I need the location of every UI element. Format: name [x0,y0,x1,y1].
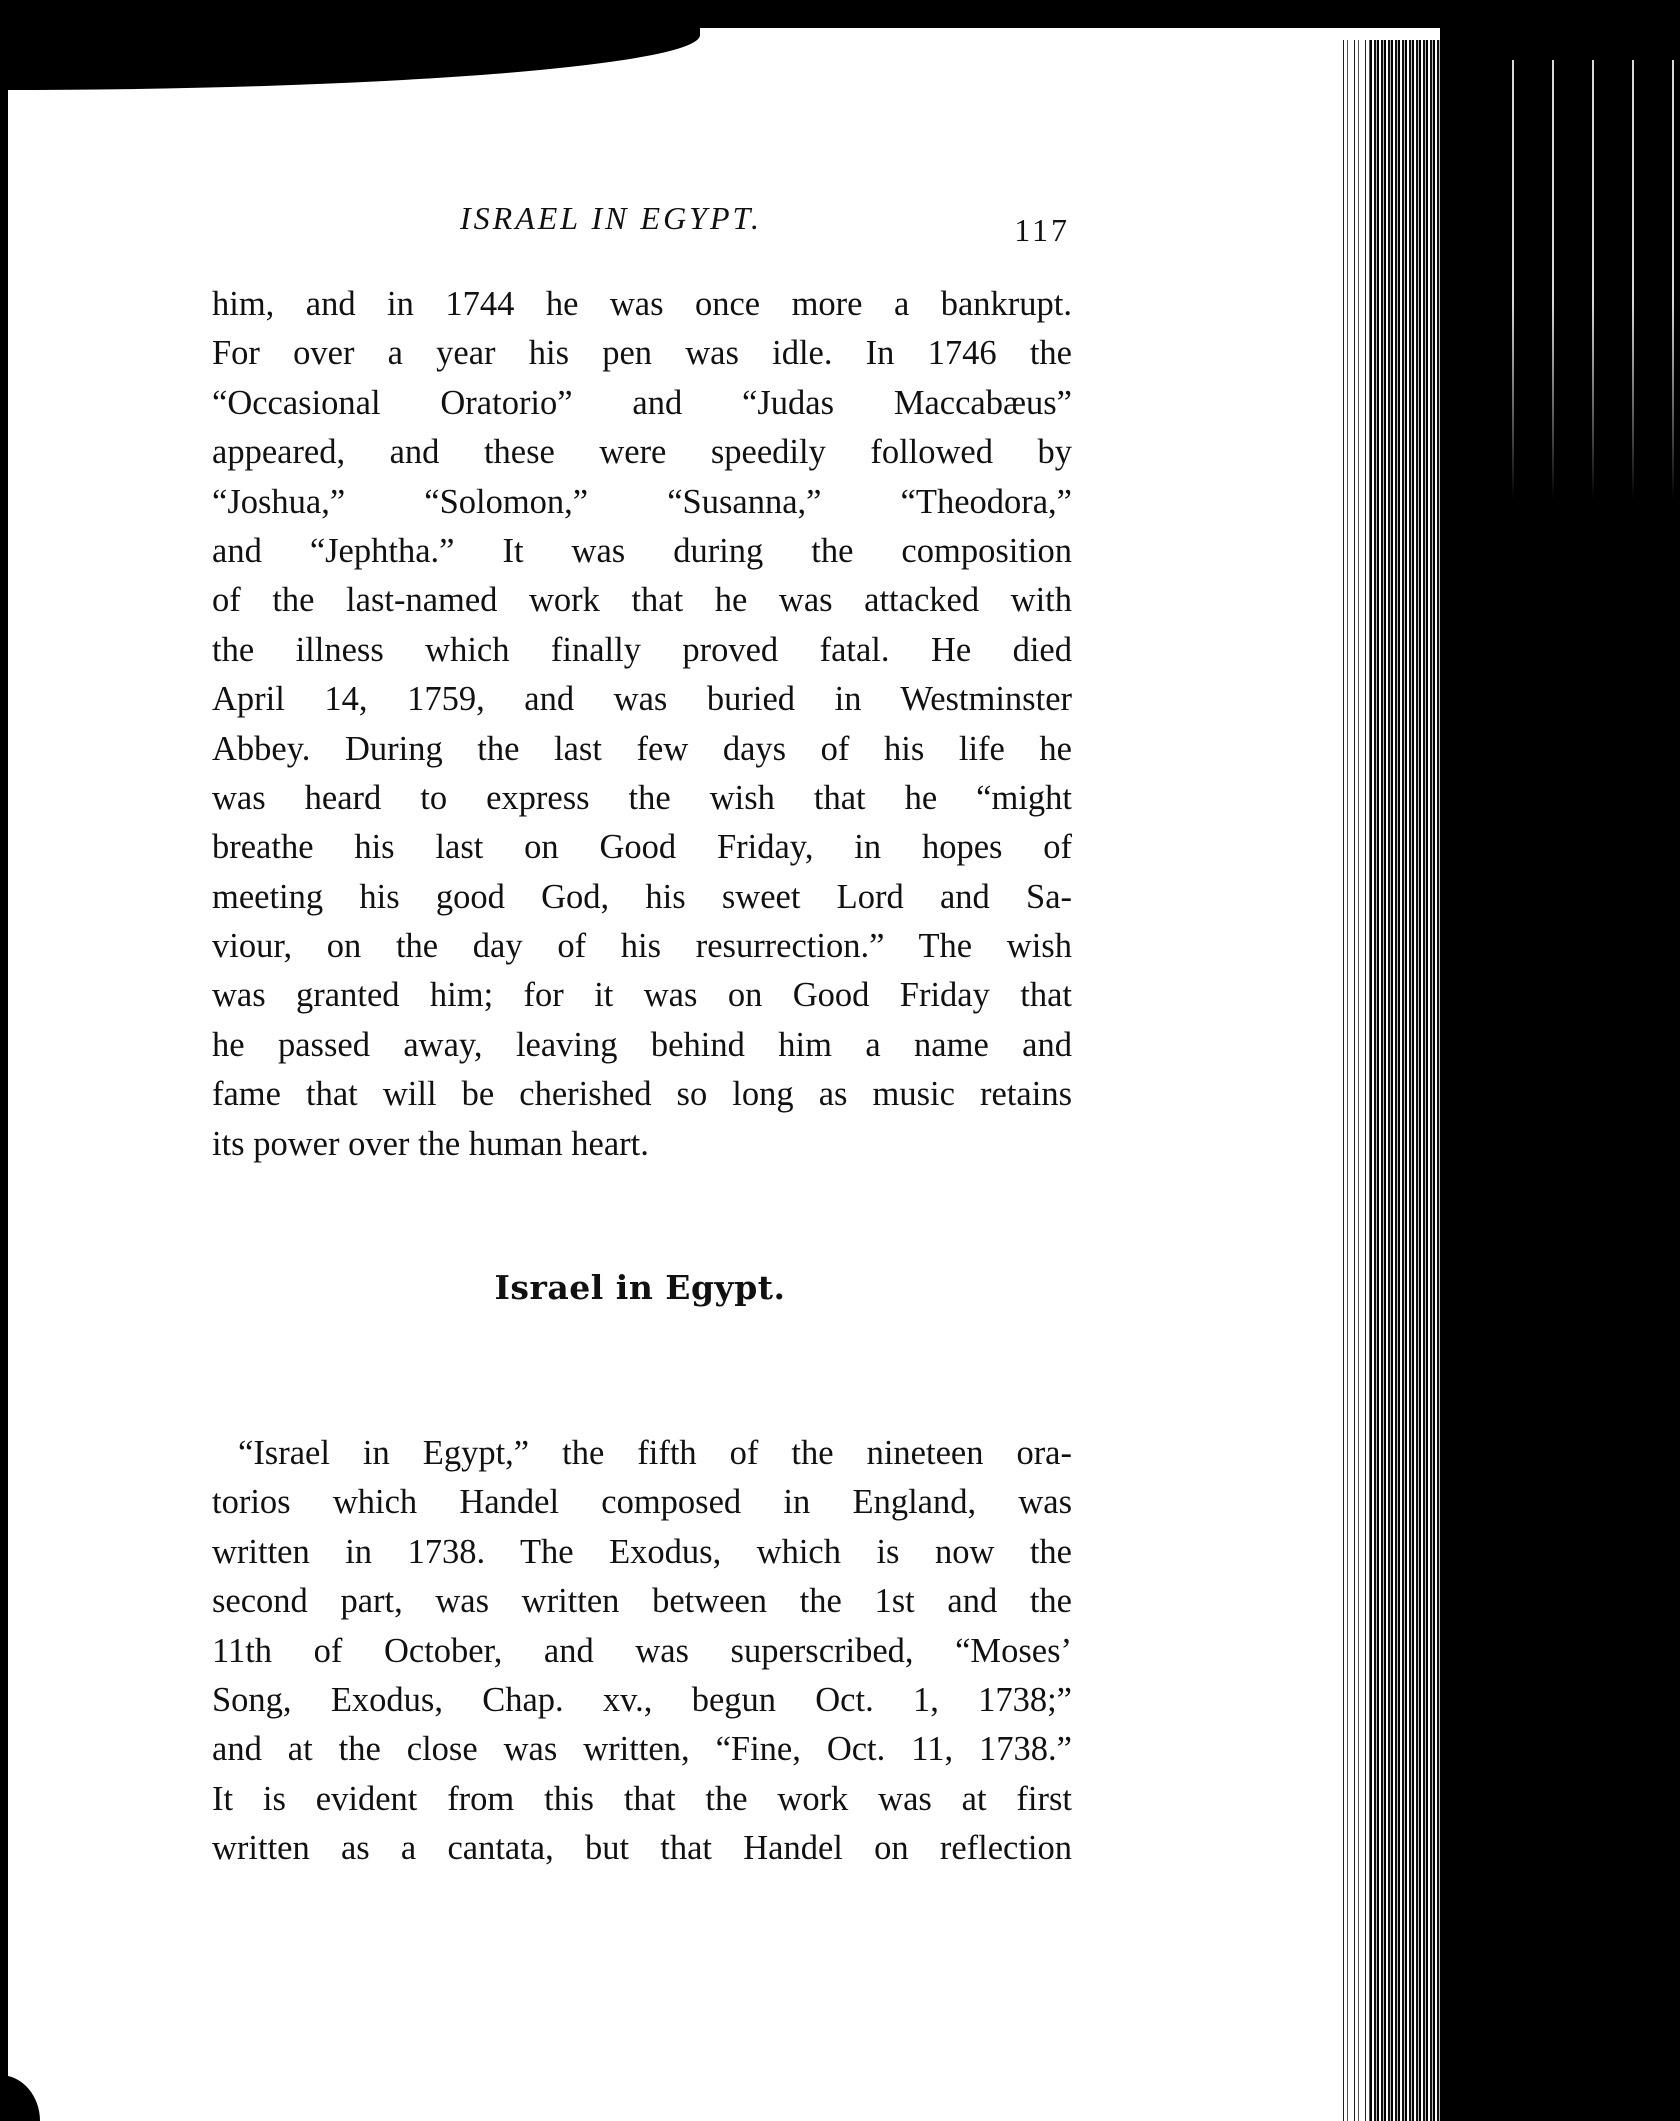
section-heading [0,1268,1070,1307]
paragraph-handel-death [212,280,1072,1169]
text-line: him, and in 1744 he was once more a bankrupt. [212,285,1072,323]
text-line: April 14, 1759, and was buried in Westminster [212,680,1072,719]
text-line: meeting his good God, his sweet Lord and Sa- [212,877,1072,916]
running-head [210,200,1070,250]
scan-bottom-corner [0,2075,40,2121]
text-line: Song, Exodus, Chap. xv., begun Oct. 1, 1738;” [212,1680,1072,1719]
text-line: “Joshua,” “Solomon,” “Susanna,” “Theodora,” [212,482,1072,521]
text-line: 11th of October, and was superscribed, “Moses’ [212,1631,1072,1670]
text-line: appeared, and these were speedily followed by [212,433,1072,472]
text-line: It is evident from this that the work was at first [212,1779,1072,1818]
text-line: “Occasional Oratorio” and “Judas Maccabæus” [212,383,1072,422]
text-line: For over a year his pen was idle. In 1746 the [212,334,1072,373]
text-line: and at the close was written, “Fine, Oct. 11, 1738.” [212,1730,1072,1769]
text-line: written in 1738. The Exodus, which is now the [212,1532,1072,1571]
text-line: of the last-named work that he was attacked with [212,581,1072,620]
page-number: 117 [1014,212,1070,248]
text-line: “Israel in Egypt,” the fifth of the nineteen ora- [238,1434,1072,1472]
text-line: written as a cantata, but that Handel on reflection [212,1829,1072,1868]
text-line: he passed away, leaving behind him a name and [212,1025,1072,1064]
text-line: and “Jephtha.” It was during the composition [212,531,1072,570]
text-line: second part, was written between the 1st and the [212,1582,1072,1621]
book-spine-edges [1370,40,1440,2121]
section-heading-text: Israel in Egypt. [494,1268,786,1307]
text-line: was heard to express the wish that he “might [212,778,1072,817]
text-line: the illness which finally proved fatal. He died [212,630,1072,669]
text-line: torios which Handel composed in England, was [212,1483,1072,1522]
text-line: breathe his last on Good Friday, in hopes of [212,828,1072,867]
running-title: ISRAEL IN EGYPT. [460,200,762,236]
scan-page-curl [0,20,700,90]
scan-page-reflections [1490,60,1680,500]
text-line: viour, on the day of his resurrection.” The wish [212,927,1072,966]
paragraph-israel-in-egypt [212,1429,1072,1874]
text-line: was granted him; for it was on Good Friday that [212,976,1072,1015]
scan-left-border [0,60,8,2100]
text-line: fame that will be cherished so long as music retains [212,1075,1072,1114]
text-line: Abbey. During the last few days of his life he [212,729,1072,768]
text-line: its power over the human heart. [212,1124,649,1163]
